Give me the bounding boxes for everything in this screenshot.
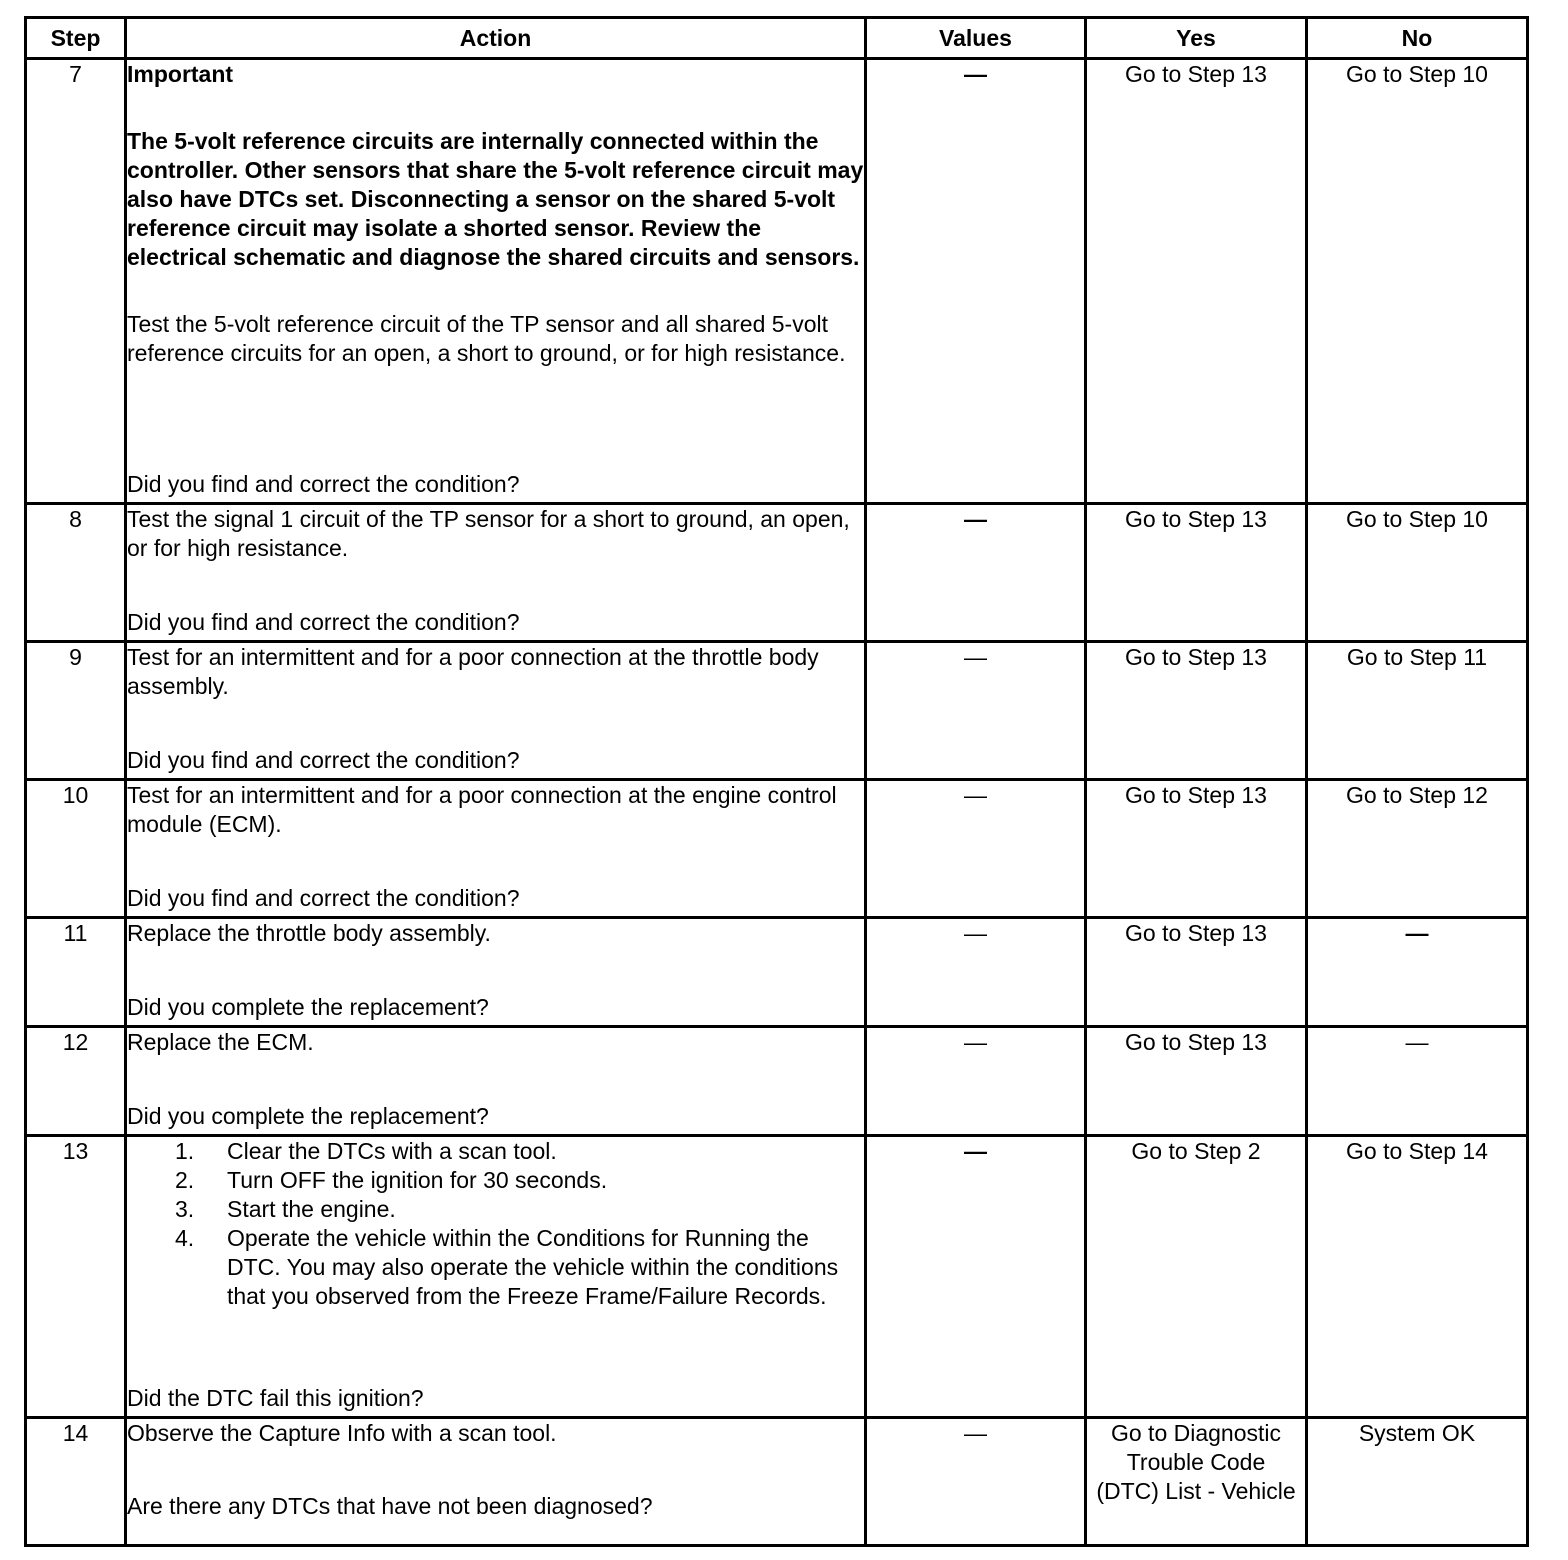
action-question: Did you find and correct the condition? (127, 609, 520, 635)
action-question: Did you find and correct the condition? (127, 471, 520, 497)
table-row (26, 1136, 1528, 1418)
yes-cell: Go to Step 13 (1086, 504, 1307, 642)
action-question: Did the DTC fail this ignition? (127, 1385, 424, 1411)
action-cell (126, 504, 866, 642)
values-dash: — (964, 644, 987, 670)
table-row (26, 1027, 1528, 1136)
action-instruction: Test for an intermittent and for a poor connection at the throttle body assembly. (127, 644, 819, 699)
action-instruction: Test the signal 1 circuit of the TP sensor for a short to ground, an open, or for high resistance. (127, 506, 850, 561)
values-cell (866, 59, 1086, 504)
values-dash: — (964, 920, 987, 946)
no-cell: Go to Step 10 (1307, 59, 1528, 504)
values-dash: — (964, 1420, 987, 1446)
action-cell (126, 59, 866, 504)
values-cell (866, 780, 1086, 918)
list-item (175, 1195, 864, 1224)
table-row (26, 642, 1528, 780)
values-dash: — (964, 506, 987, 532)
action-cell (126, 642, 866, 780)
action-question: Did you complete the replacement? (127, 994, 489, 1020)
header-values: Values (866, 18, 1086, 59)
header-no: No (1307, 18, 1528, 59)
action-question: Did you complete the replacement? (127, 1103, 489, 1129)
action-instruction: Replace the throttle body assembly. (127, 920, 491, 946)
no-dash: — (1405, 1029, 1429, 1055)
values-cell (866, 1136, 1086, 1418)
table-row (26, 1418, 1528, 1546)
action-instruction: Test for an intermittent and for a poor connection at the engine control module (ECM). (127, 782, 837, 837)
header-action: Action (126, 18, 866, 59)
header-row (26, 18, 1528, 59)
step-number: 12 (26, 1027, 126, 1136)
no-dash: — (1405, 920, 1429, 946)
important-label: Important (127, 61, 234, 87)
no-cell: System OK (1307, 1418, 1528, 1546)
values-cell (866, 642, 1086, 780)
yes-cell: Go to Step 13 (1086, 1027, 1307, 1136)
values-dash: — (964, 782, 987, 808)
no-cell (1307, 918, 1528, 1027)
list-item-text: Start the engine. (227, 1196, 396, 1222)
procedure-list (127, 1137, 864, 1311)
list-item-text: Operate the vehicle within the Conditions for Running the DTC. You may also operate the vehicle within the conditions that you observed from the Freeze Frame/Failure Records. (227, 1225, 839, 1309)
list-item-number: 1. (175, 1138, 195, 1164)
header-step: Step (26, 18, 126, 59)
list-item (175, 1224, 864, 1311)
action-cell (126, 1418, 866, 1546)
no-cell: Go to Step 11 (1307, 642, 1528, 780)
diagnostic-table-container (24, 16, 1529, 1547)
values-cell (866, 504, 1086, 642)
diagnostic-table (24, 16, 1529, 1547)
list-item-text: Clear the DTCs with a scan tool. (227, 1138, 557, 1164)
action-cell (126, 1136, 866, 1418)
list-item-number: 4. (175, 1225, 195, 1251)
step-number: 14 (26, 1418, 126, 1546)
step-number: 13 (26, 1136, 126, 1418)
step-number: 7 (26, 59, 126, 504)
yes-cell: Go to Step 13 (1086, 59, 1307, 504)
action-cell (126, 918, 866, 1027)
yes-cell: Go to Step 2 (1086, 1136, 1307, 1418)
values-cell (866, 1418, 1086, 1546)
table-row (26, 504, 1528, 642)
list-item (175, 1166, 864, 1195)
no-cell (1307, 1027, 1528, 1136)
values-dash: — (964, 1029, 987, 1055)
list-item-number: 2. (175, 1167, 195, 1193)
table-row (26, 59, 1528, 504)
header-yes: Yes (1086, 18, 1307, 59)
yes-cell: Go to Step 13 (1086, 918, 1307, 1027)
values-dash: — (964, 1138, 987, 1164)
action-instruction: Replace the ECM. (127, 1029, 314, 1055)
list-item-text: Turn OFF the ignition for 30 seconds. (227, 1167, 608, 1193)
action-instruction: Observe the Capture Info with a scan tool. (127, 1420, 557, 1446)
list-item-number: 3. (175, 1196, 195, 1222)
action-question: Did you find and correct the condition? (127, 747, 520, 773)
yes-cell: Go to Step 13 (1086, 780, 1307, 918)
no-cell: Go to Step 10 (1307, 504, 1528, 642)
action-cell (126, 1027, 866, 1136)
no-cell: Go to Step 14 (1307, 1136, 1528, 1418)
step-number: 9 (26, 642, 126, 780)
step-number: 11 (26, 918, 126, 1027)
important-text: The 5-volt reference circuits are internally connected within the controller. Other sensors that share the 5-volt reference circuit may also have DTCs set. Disconnecting a sensor on the shared 5-volt reference circuit may isolate a shorted sensor. Review the electrical schematic and diagnose the shared circuits and sensors. (127, 128, 864, 270)
step-number: 10 (26, 780, 126, 918)
action-instruction: Test the 5-volt reference circuit of the TP sensor and all shared 5-volt reference circuits for an open, a short to ground, or for high resistance. (127, 311, 846, 366)
values-dash: — (964, 61, 987, 87)
step-number: 8 (26, 504, 126, 642)
values-cell (866, 918, 1086, 1027)
no-cell: Go to Step 12 (1307, 780, 1528, 918)
table-row (26, 918, 1528, 1027)
values-cell (866, 1027, 1086, 1136)
yes-cell: Go to Step 13 (1086, 642, 1307, 780)
action-question: Did you find and correct the condition? (127, 885, 520, 911)
table-row (26, 780, 1528, 918)
action-question: Are there any DTCs that have not been diagnosed? (127, 1493, 653, 1519)
action-cell (126, 780, 866, 918)
yes-cell: Go to Diagnostic Trouble Code (DTC) List - Vehicle (1086, 1418, 1307, 1546)
list-item (175, 1137, 864, 1166)
